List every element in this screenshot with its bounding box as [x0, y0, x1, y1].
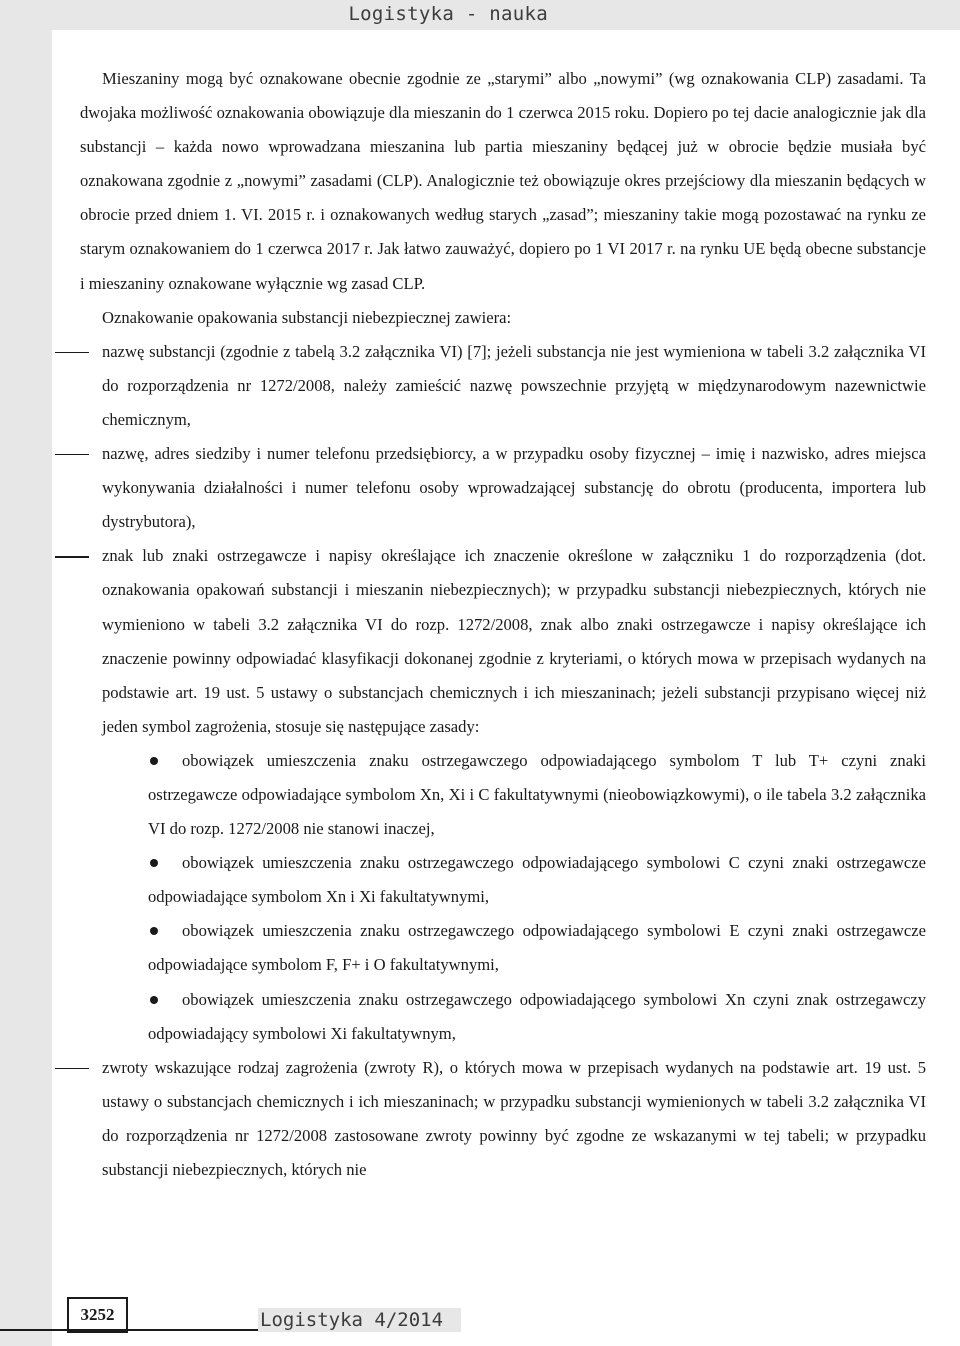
paragraph-mixtures-labelling: Mieszaniny mogą być oznakowane obecnie zgodnie ze „starymi” albo „nowymi” (wg oznakowania CLP) zasadami. Ta dwojaka możliwość oznakowania obowiązuje dla mieszanin do 1 czerwca 2015 roku. Dopiero po tej dacie analogicznie jak dla substancji – każda nowo wprowadzana mieszanina lub partia mieszaniny będącej już w obrocie będzie musiała być oznakowana zgodnie z „nowymi” zasadami (CLP). Analogicznie też obowiązuje okres przejściowy dla mieszanin będących w obrocie przed dniem 1. VI. 2015 r. i oznakowanych według starych „zasad”; mieszaniny takie mogą pozostawać na rynku ze starym oznakowaniem do 1 czerwca 2017 r. Jak łatwo zauważyć, dopiero po 1 VI 2017 r. na rynku UE będą obecne substancje i mieszaniny oznakowane wyłącznie wg zasad CLP.: [80, 69, 926, 293]
footer-rule: [0, 1329, 258, 1331]
paragraph-label-contents-intro: Oznakowanie opakowania substancji niebezpiecznej zawiera:: [102, 307, 512, 327]
symbol-rules-list: [102, 744, 926, 1051]
list-item-substance-name: nazwę substancji (zgodnie z tabelą 3.2 załącznika VI) [7]; jeżeli substancja nie jest wymieniona w tabeli 3.2 załącznika VI do rozporządzenia nr 1272/2008, należy zamieścić nazwę powszechnie przyjętą w międzynarodowym nazewnictwie chemicznym,: [80, 335, 926, 437]
left-margin-band: [0, 0, 52, 1346]
rule-item-c-symbol: obowiązek umieszczenia znaku ostrzegawczego odpowiadającego symbolowi C czyni znaki ostrzegawcze odpowiadające symbolom Xn i Xi fakultatywnymi,: [102, 846, 926, 914]
rule-item-e-symbol: obowiązek umieszczenia znaku ostrzegawczego odpowiadającego symbolowi E czyni znaki ostrzegawcze odpowiadające symbolom F, F+ i O fakultatywnymi,: [102, 914, 926, 982]
running-header-title: Logistyka - nauka: [348, 3, 548, 25]
rule-item-xn-symbol: obowiązek umieszczenia znaku ostrzegawczego odpowiadającego symbolowi Xn czyni znak ostrzegawczy odpowiadający symbolowi Xi fakultatywnym,: [102, 983, 926, 1051]
rule-item-t-symbol: obowiązek umieszczenia znaku ostrzegawczego odpowiadającego symbolom T lub T+ czyni znaki ostrzegawcze odpowiadające symbolom Xn, Xi i C fakultatywnymi (nieobowiązkowymi), o ile tabela 3.2 załącznika VI do rozp. 1272/2008 nie stanowi inaczej,: [102, 744, 926, 846]
journal-issue-label: Logistyka 4/2014: [258, 1308, 461, 1332]
list-item-warning-symbols: [80, 539, 926, 1050]
article-body: [80, 62, 926, 1187]
page-number: 3252: [67, 1297, 128, 1333]
label-contents-list: [80, 335, 926, 1187]
list-item-supplier-details: nazwę, adres siedziby i numer telefonu przedsiębiorcy, a w przypadku osoby fizycznej – imię i nazwisko, adres miejsca wykonywania działalności i numer telefonu osoby wprowadzającej substancję do obrotu (producenta, importera lub dystrybutora),: [80, 437, 926, 539]
warning-symbols-text: znak lub znaki ostrzegawcze i napisy określające ich znaczenie określone w załączniku 1 do rozporządzenia (dot. oznakowania opakowań substancji i mieszanin niebezpiecznych); w przypadku substancji niebezpiecznych, których nie wymieniono w tabeli 3.2 załącznika VI do rozp. 1272/2008, znak albo znaki ostrzegawcze i napisy określające ich znaczenie powinny odpowiadać klasyfikacji dokonanej zgodnie z kryteriami, o których mowa w przepisach wydanych na podstawie art. 19 ust. 5 ustawy o substancjach chemicznych i ich mieszaninach; jeżeli substancji przypisano więcej niż jeden symbol zagrożenia, stosuje się następujące zasady:: [102, 546, 926, 736]
list-item-risk-phrases: zwroty wskazujące rodzaj zagrożenia (zwroty R), o których mowa w przepisach wydanych na podstawie art. 19 ust. 5 ustawy o substancjach chemicznych i ich mieszaninach; w przypadku substancji wymienionych w tabeli 3.2 załącznika VI do rozporządzenia nr 1272/2008 zastosowane zwroty powinny być zgodne ze wskazanymi w tej tabeli; w przypadku substancji niebezpiecznych, których nie: [80, 1051, 926, 1187]
